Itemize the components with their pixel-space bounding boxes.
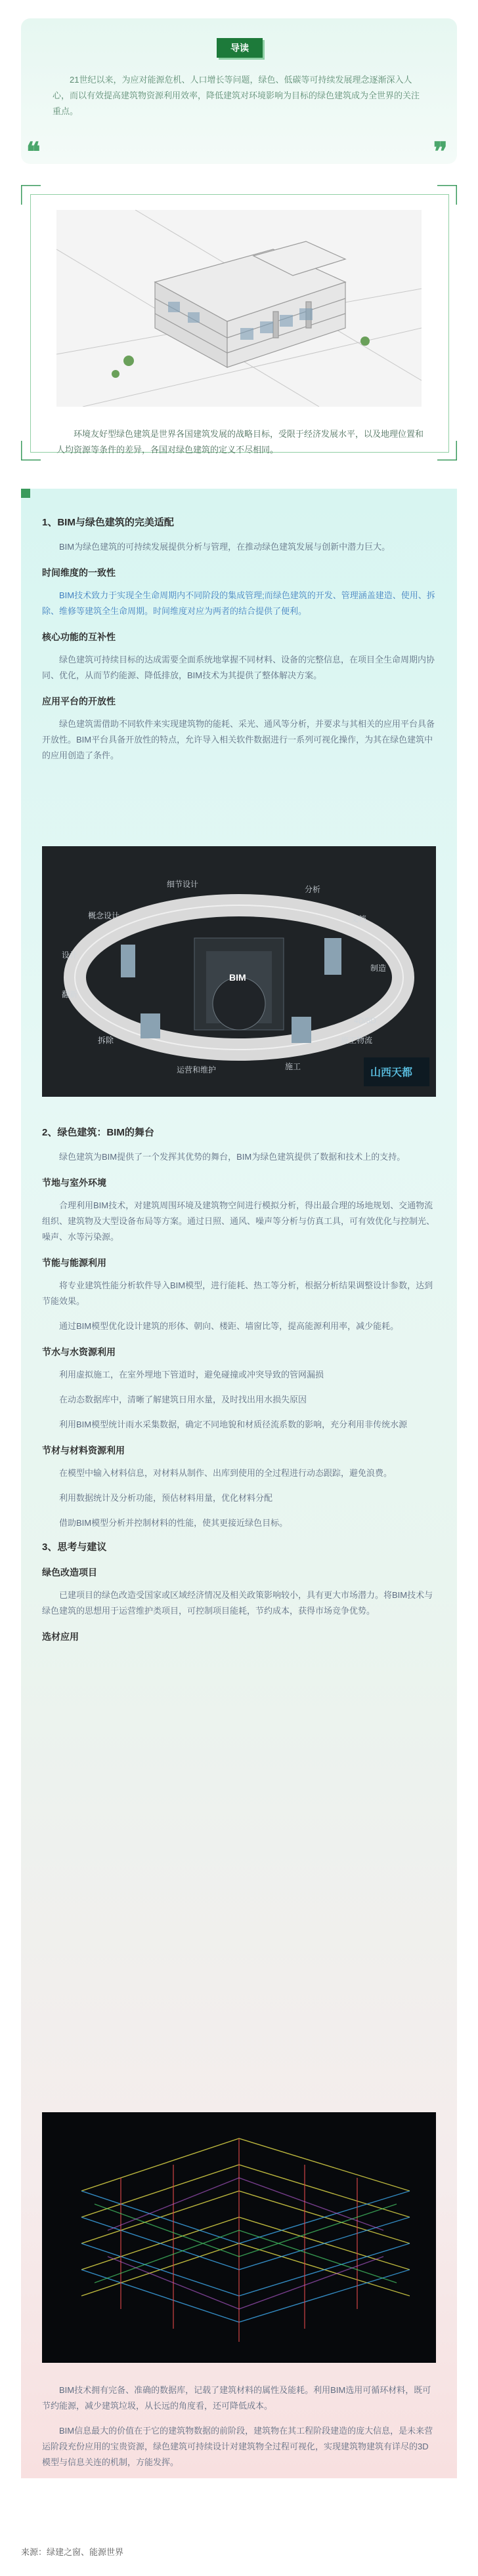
subsection-heading: 节能与能源利用 bbox=[42, 1257, 106, 1268]
section-heading: 1、BIM与绿色建筑的完美适配 bbox=[42, 517, 174, 528]
subsection-heading: 选材应用 bbox=[42, 1631, 79, 1642]
ring-label-bim: BIM bbox=[229, 972, 246, 983]
paragraph: 通过BIM模型优化设计建筑的形体、朝向、楼距、墙窗比等，提高能源利用率，减少能耗。 bbox=[59, 1321, 399, 1331]
ring-watermark: 山西天都 bbox=[370, 1067, 413, 1078]
ring-label-4d5d: 4D/5D bbox=[354, 1016, 377, 1025]
subsection-heading: 核心功能的互补性 bbox=[42, 632, 116, 642]
ring-label-design: 设计 bbox=[62, 951, 78, 960]
paragraph: BIM技术拥有完备、准确的数据库，记载了建筑材料的属性及能耗。利用BIM选用可循环材料，既可节约能源，减少建筑垃圾，从长远的角度看，还可降低成本。 bbox=[42, 2385, 431, 2411]
quote-open-icon: ❝ bbox=[26, 136, 41, 167]
section-part-2 bbox=[42, 1116, 436, 1652]
paragraph: 绿色建筑为BIM提供了一个发挥其优势的舞台，BIM为绿色建筑提供了数据和技术上的支持。 bbox=[59, 1152, 406, 1162]
bim-lifecycle-diagram bbox=[42, 846, 436, 1097]
ring-label-renovation: 翻新 bbox=[62, 990, 78, 999]
section-part-1 bbox=[42, 506, 436, 773]
paragraph: 在动态数据库中，清晰了解建筑日用水量，及时找出用水损失原因 bbox=[59, 1395, 307, 1404]
paragraph: BIM技术致力于实现全生命周期内不同阶段的集成管理;而绿色建筑的开发、管理涵盖建造、使用、拆除、维修等建筑全生命周期。时间维度对应为两者的结合提供了便利。 bbox=[42, 590, 435, 616]
section-part-3 bbox=[42, 2382, 436, 2480]
bim-mep-model-image bbox=[42, 2112, 436, 2363]
corner-mark-icon bbox=[21, 489, 30, 498]
ring-label-analysis: 分析 bbox=[305, 885, 321, 894]
subsection-heading: 节地与室外环境 bbox=[42, 1177, 106, 1188]
section-heading: 3、思考与建议 bbox=[42, 1542, 107, 1553]
subsection-heading: 应用平台的开放性 bbox=[42, 696, 116, 706]
paragraph: 绿色建筑可持续目标的达成需要全面系统地掌握不同材料、设备的完整信息，在项目全生命周期内协同、优化，从而节约能源、降低排放，BIM技术为其提供了整体解决方案。 bbox=[42, 655, 435, 680]
paragraph: 借助BIM模型分析并控制材料的性能，使其更接近绿色目标。 bbox=[59, 1518, 288, 1528]
intro-badge: 导读 bbox=[217, 38, 263, 58]
frame-text: 环境友好型绿色建筑是世界各国建筑发展的战略目标，受限于经济发展水平，以及地理位置和人均资源等条件的差异，各国对绿色建筑的定义不尽相同。 bbox=[56, 429, 424, 455]
quote-close-icon: ❞ bbox=[433, 136, 448, 167]
ring-label-demolition: 拆除 bbox=[98, 1036, 114, 1045]
ring-label-manufacture: 制造 bbox=[370, 964, 387, 973]
paragraph: 合理利用BIM技术，对建筑周围环境及建筑物空间进行模拟分析，得出最合理的场地规划、交通物流组织、建筑物及大型设备布局等方案。通过日照、通风、噪声等分析与仿真工具，可有效优化与控制光、噪声、水等污染源。 bbox=[42, 1200, 435, 1242]
paragraph: 利用BIM模型统计雨水采集数据，确定不同地貌和材质径流系数的影响，充分利用非传统水源 bbox=[59, 1420, 408, 1429]
intro-text: 21世纪以来，为应对能源危机、人口增长等问题，绿色、低碳等可持续发展理念逐渐深入人心，而以有效提高建筑物资源利用效率，降低建筑对环境影响为目标的绿色建筑成为全世界的关注重点。 bbox=[53, 75, 420, 116]
ring-label-concept: 概念设计 bbox=[88, 911, 120, 920]
paragraph: 利用虚拟施工，在室外埋地下管道时，避免碰撞或冲突导致的管网漏损 bbox=[59, 1370, 324, 1380]
section-heading: 2、绿色建筑：BIM的舞台 bbox=[42, 1127, 154, 1138]
subsection-heading: 时间维度的一致性 bbox=[42, 567, 116, 578]
paragraph: 将专业建筑性能分析软件导入BIM模型，进行能耗、热工等分析，根据分析结果调整设计参数，达到节能效果。 bbox=[42, 1280, 433, 1306]
paragraph: 在模型中输入材料信息，对材料从制作、出库到使用的全过程进行动态跟踪，避免浪费。 bbox=[59, 1468, 393, 1478]
building-illustration bbox=[56, 210, 422, 407]
paragraph: BIM为绿色建筑的可持续发展提供分析与管理，在推动绿色建筑发展与创新中潜力巨大。 bbox=[59, 542, 391, 552]
source-footer: 来源：绿建之窗、能源世界 bbox=[21, 2547, 124, 2557]
subsection-heading: 节水与水资源利用 bbox=[42, 1347, 116, 1357]
paragraph: BIM信息最大的价值在于它的建筑物数据的前阶段，建筑物在其工程阶段建造的庞大信息，是未来营运阶段充份应用的宝贵资源，绿色建筑可持续设计对建筑物全过程可视化，实现建筑物建筑有详尽的3D模型与信息关连的机制，方能发挥。 bbox=[42, 2426, 433, 2467]
paragraph: 绿色建筑需借助不同软件来实现建筑物的能耗、采光、通风等分析，并要求与其相关的应用平台具备开放性。BIM平台具备开放性的特点，允许导入相关软件数据进行一系列可视化操作，为其在绿色建筑中的应用创造了条件。 bbox=[42, 719, 435, 760]
ring-label-logistics: 施工物流 bbox=[341, 1036, 373, 1045]
subsection-heading: 绿色改造项目 bbox=[42, 1567, 97, 1578]
ring-label-docs: 文档 bbox=[351, 914, 367, 924]
ring-label-operations: 运营和维护 bbox=[177, 1065, 217, 1074]
paragraph: 已建项目的绿色改造受国家或区域经济情况及相关政策影响较小，具有更大市场潜力。将BIM技术与绿色建筑的思想用于运营维护类项目，可控制项目能耗，节约成本，获得市场竞争优势。 bbox=[42, 1590, 433, 1616]
ring-label-construction: 施工 bbox=[285, 1062, 301, 1071]
paragraph: 利用数据统计及分析功能，预估材料用量，优化材料分配 bbox=[59, 1493, 273, 1503]
subsection-heading: 节材与材料资源利用 bbox=[42, 1445, 125, 1456]
ring-label-detail: 细节设计 bbox=[167, 880, 199, 889]
